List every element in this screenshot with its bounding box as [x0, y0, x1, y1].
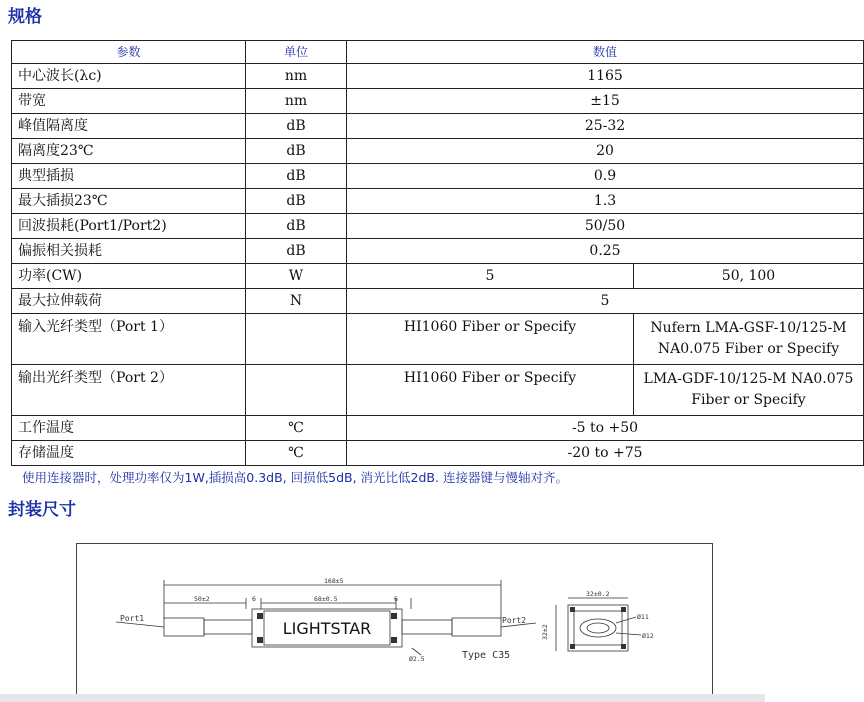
type-label: Type C35: [462, 650, 511, 661]
table-row: 功率(CW) W 5 50, 100: [12, 264, 864, 289]
dim-dia-inner: Ø11: [637, 613, 649, 621]
dim-total: 168±5: [324, 577, 344, 585]
port1-label: Port1: [120, 614, 145, 623]
connector-note: 使用连接器时，处理功率仅为1W,插损高0.3dB, 回损低5dB, 消光比低2dB. 连接器键与慢轴对齐。: [22, 470, 568, 485]
specs-heading: 规格: [8, 7, 42, 27]
table-row: 中心波长(λc) nm 1165: [12, 64, 864, 89]
table-row: 隔离度23℃ dB 20: [12, 139, 864, 164]
table-row: 典型插损 dB 0.9: [12, 164, 864, 189]
dim-side-width: 32±0.2: [586, 590, 610, 598]
port2-label: Port2: [502, 616, 527, 625]
table-row: 最大插损23℃ dB 1.3: [12, 189, 864, 214]
dim-left: 50±2: [194, 595, 210, 603]
table-row: 输入光纤类型（Port 1） HI1060 Fiber or Specify Nufern LMA-GSF-10/125-M NA0.075 Fiber or Specify: [12, 314, 864, 365]
table-row: 回波损耗(Port1/Port2) dB 50/50: [12, 214, 864, 239]
dim-body: 68±0.5: [314, 595, 338, 603]
dim-side-height: 32±2: [541, 624, 549, 640]
table-row: 输出光纤类型（Port 2） HI1060 Fiber or Specify LMA-GDF-10/125-M NA0.075 Fiber or Specify: [12, 365, 864, 416]
table-row: 偏振相关损耗 dB 0.25: [12, 239, 864, 264]
scroll-track[interactable]: [0, 694, 765, 702]
header-param: 参数: [12, 41, 246, 64]
dim-6-left: 6: [252, 595, 256, 603]
dim-6-right: 6: [394, 595, 398, 603]
table-row: 工作温度 ℃ -5 to +50: [12, 416, 864, 441]
dim-dia-outer: Ø12: [642, 632, 654, 640]
brand-label: LIGHTSTAR: [282, 619, 372, 638]
dim-r: Ø2.5: [409, 655, 425, 663]
table-row: 存储温度 ℃ -20 to +75: [12, 441, 864, 466]
table-row: 峰值隔离度 dB 25-32: [12, 114, 864, 139]
table-row: 最大拉伸载荷 N 5: [12, 289, 864, 314]
table-row: 带宽 nm ±15: [12, 89, 864, 114]
header-value: 数值: [347, 41, 864, 64]
package-drawing: [76, 543, 713, 702]
spec-table: [11, 40, 864, 466]
package-heading: 封装尺寸: [8, 500, 76, 520]
table-header-row: [12, 41, 864, 64]
header-unit: 单位: [246, 41, 347, 64]
